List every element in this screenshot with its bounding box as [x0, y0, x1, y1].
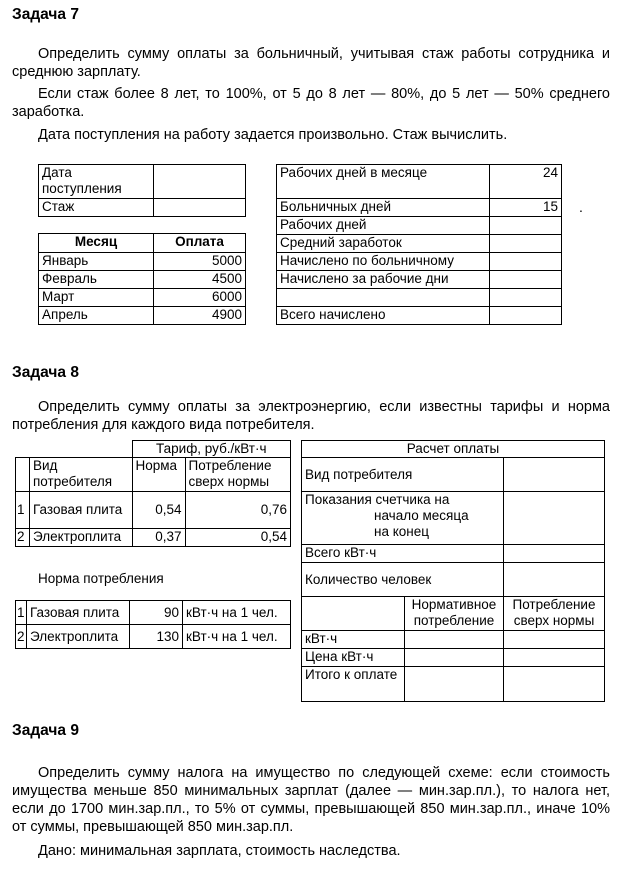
consumer-type-value[interactable]: [504, 458, 605, 492]
norm-header: Норма: [132, 458, 185, 492]
month-cell: Апрель: [39, 307, 154, 325]
experience-label: Стаж: [39, 199, 154, 217]
calc-value[interactable]: [490, 235, 562, 253]
task7-paragraph-1: Определить сумму оплаты за больничный, учитывая стаж работы сотрудника и среднюю зарплату.: [12, 46, 610, 80]
row-number: 2: [16, 529, 30, 547]
calc-label: [277, 289, 490, 307]
calc-label: Рабочих дней в месяце: [277, 165, 490, 199]
table-row: [277, 217, 562, 235]
consumer-type: Электроплита: [30, 529, 133, 547]
table-row: [302, 667, 605, 702]
calc-value[interactable]: [490, 271, 562, 289]
sum-label: Итого к оплате: [302, 667, 405, 702]
total-kwh-label: Всего кВт·ч: [302, 545, 504, 563]
consumer-type-label: Вид потребителя: [302, 458, 504, 492]
calc-label: Начислено по больничному: [277, 253, 490, 271]
table-row: [39, 253, 246, 271]
table-row: [277, 165, 562, 199]
meter-start-label: начало месяца: [374, 508, 469, 523]
calc-value[interactable]: [490, 217, 562, 235]
meter-label: Показания счетчика на: [305, 492, 450, 507]
experience-value[interactable]: [154, 199, 246, 217]
hire-date-value[interactable]: [154, 165, 246, 199]
kwh-label: кВт·ч: [302, 631, 405, 649]
table-row: [277, 199, 562, 217]
row-number: 2: [16, 625, 27, 649]
norm-unit: кВт·ч на 1 чел.: [183, 601, 291, 625]
pay-cell: 4500: [154, 271, 246, 289]
consumer-type: Электроплита: [27, 625, 130, 649]
months-table: [38, 233, 246, 325]
table-row: [39, 307, 246, 325]
calc-label: Рабочих дней: [277, 217, 490, 235]
task7-title: Задача 7: [12, 6, 79, 23]
table-row: [16, 529, 291, 547]
salary-calc-table: [276, 164, 562, 325]
hire-date-label: Дата поступления: [39, 165, 154, 199]
month-cell: Март: [39, 289, 154, 307]
table-row: [277, 307, 562, 325]
calc-value[interactable]: 15: [490, 199, 562, 217]
norm-tariff: 0,37: [132, 529, 185, 547]
people-count-label: Количество человек: [302, 563, 504, 597]
table-row: [16, 492, 291, 529]
calc-label: Больничных дней: [277, 199, 490, 217]
over-tariff: 0,76: [185, 492, 291, 529]
calc-value[interactable]: [490, 253, 562, 271]
table-row: [39, 271, 246, 289]
people-count-value[interactable]: [504, 563, 605, 597]
table-row: [16, 601, 291, 625]
month-cell: Февраль: [39, 271, 154, 289]
consumer-type: Газовая плита: [30, 492, 133, 529]
row-number: 1: [16, 492, 30, 529]
table-row: [277, 253, 562, 271]
calc-value[interactable]: 24: [490, 165, 562, 199]
payment-calc-caption: Расчет оплаты: [302, 441, 605, 458]
consumer-type: Газовая плита: [27, 601, 130, 625]
stray-dot: .: [579, 199, 583, 215]
task8-title: Задача 8: [12, 364, 79, 381]
calc-label: Всего начислено: [277, 307, 490, 325]
month-cell: Январь: [39, 253, 154, 271]
pay-cell: 5000: [154, 253, 246, 271]
task9-title: Задача 9: [12, 722, 79, 739]
price-label: Цена кВт·ч: [302, 649, 405, 667]
norm-tariff: 0,54: [132, 492, 185, 529]
calc-label: Средний заработок: [277, 235, 490, 253]
table-row: [39, 289, 246, 307]
meter-value[interactable]: [504, 492, 605, 545]
over-norm-header: Потребление сверх нормы: [185, 458, 291, 492]
task7-paragraph-2: Если стаж более 8 лет, то 100%, от 5 до 8 лет — 80%, до 5 лет — 50% среднего заработка.: [12, 86, 610, 120]
norm-value: 90: [130, 601, 183, 625]
over-norm-consumption-header: Потребление сверх нормы: [504, 597, 605, 631]
task9-paragraph-2: Дано: минимальная зарплата, стоимость наследства.: [38, 843, 401, 859]
norm-caption: Норма потребления: [38, 571, 164, 586]
month-header: Месяц: [39, 234, 154, 253]
payment-calc-table: [301, 440, 605, 702]
task7-paragraph-3: Дата поступления на работу задается произвольно. Стаж вычислить.: [38, 127, 508, 143]
pay-cell: 6000: [154, 289, 246, 307]
calc-value[interactable]: [490, 307, 562, 325]
consumer-type-header: Вид потребителя: [30, 458, 133, 492]
pay-header: Оплата: [154, 234, 246, 253]
calc-label: Начислено за рабочие дни: [277, 271, 490, 289]
table-row: [277, 235, 562, 253]
hire-date-table: [38, 164, 246, 217]
table-row: [302, 631, 605, 649]
table-row: [277, 289, 562, 307]
over-tariff: 0,54: [185, 529, 291, 547]
tariff-caption: Тариф, руб./кВт·ч: [132, 441, 291, 458]
tariff-table: [15, 440, 291, 547]
task8-paragraph-1: Определить сумму оплаты за электроэнергию, если известны тарифы и норма потребления для каждого вида потребителя.: [12, 399, 610, 433]
table-row: [302, 649, 605, 667]
table-row: [277, 271, 562, 289]
norm-value: 130: [130, 625, 183, 649]
consumption-norm-table: [15, 600, 291, 649]
calc-value[interactable]: [490, 289, 562, 307]
norm-unit: кВт·ч на 1 чел.: [183, 625, 291, 649]
pay-cell: 4900: [154, 307, 246, 325]
meter-end-label: на конец: [374, 524, 429, 539]
task9-paragraph-1: Определить сумму налога на имущество по следующей схеме: если стоимость имущества меньше 850 минимальных зарплат (далее — мин.зар.пл.), то налога нет, если до 1700 мин.зар.пл., то 5% от суммы, превышающей 850 мин.зар.пл., иначе 10% от суммы, превышающей 850 мин.зар.пл.: [12, 765, 610, 835]
normative-consumption-header: Нормативное потребление: [405, 597, 504, 631]
total-kwh-value[interactable]: [504, 545, 605, 563]
table-row: [16, 625, 291, 649]
row-number: 1: [16, 601, 27, 625]
